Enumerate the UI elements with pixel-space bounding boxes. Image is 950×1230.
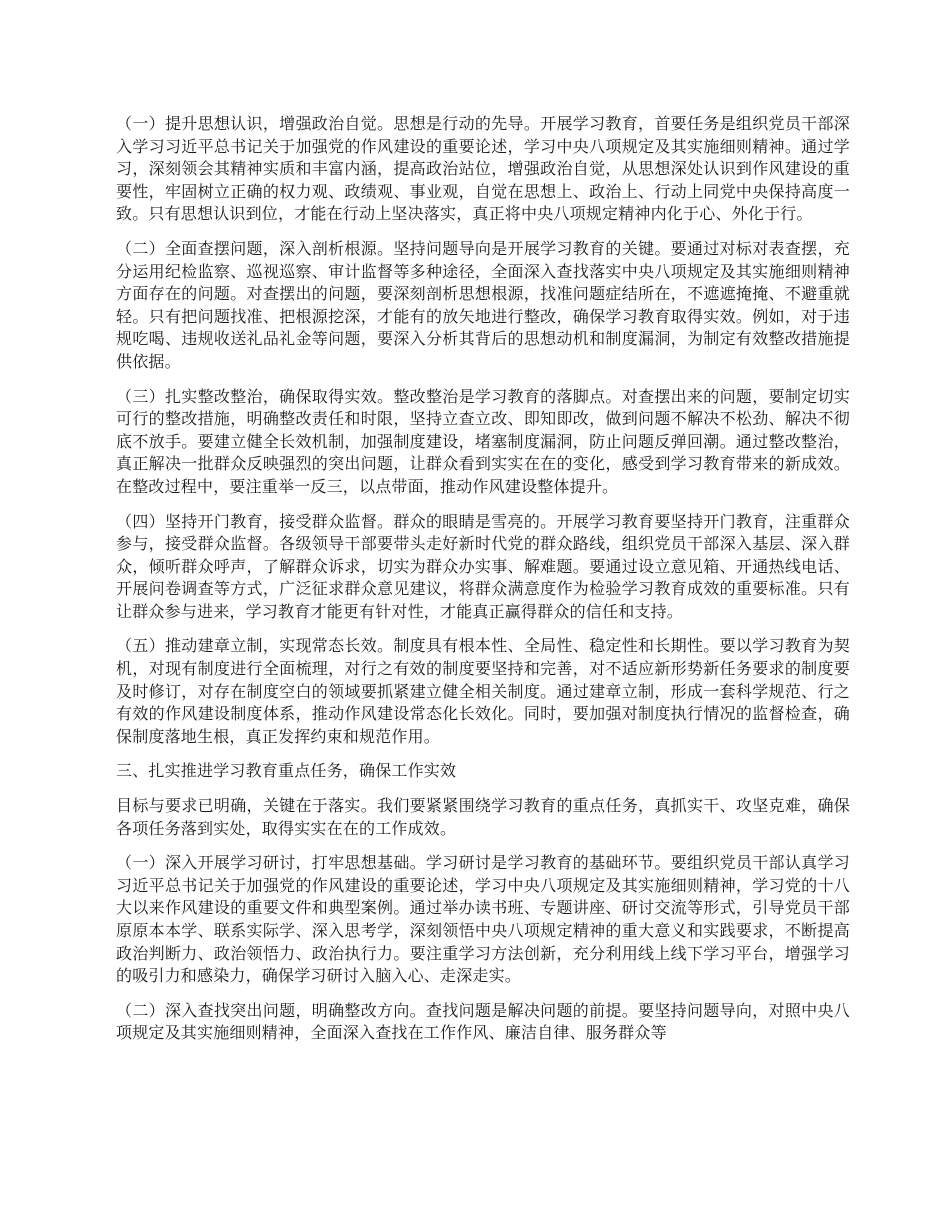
paragraph-2: （二）全面查摆问题，深入剖析根源。坚持问题导向是开展学习教育的关键。要通过对标对表查摆，充分运用纪检监察、巡视巡察、审计监督等多种途径，全面深入查找落实中央八项规定及其实施细则精神方面存在的问题。对查摆出的问题，要深刻剖析思想根源，找准问题症结所在，不遮遮掩掩、不避重就轻。只有把问题找准、把根源挖深，才能有的放矢地进行整改，确保学习教育取得实效。例如，对于违规吃喝、违规收送礼品礼金等问题，要深入分析其背后的思想动机和制度漏洞，为制定有效整改措施提供依据。 bbox=[116, 238, 850, 371]
paragraph-5: （五）推动建章立制，实现常态长效。制度具有根本性、全局性、稳定性和长期性。要以学习教育为契机，对现有制度进行全面梳理，对行之有效的制度要坚持和完善，对不适应新形势新任务要求的制度要及时修订，对存在制度空白的领域要抓紧建立健全相关制度。通过建章立制，形成一套科学规范、行之有效的作风建设制度体系，推动作风建设常态化长效化。同时，要加强对制度执行情况的监督检查，确保制度落地生根，真正发挥约束和规范作用。 bbox=[116, 636, 850, 746]
intro-paragraph: 目标与要求已明确，关键在于落实。我们要紧紧围绕学习教育的重点任务，真抓实干、攻坚克难，确保各项任务落到实处，取得实实在在的工作成效。 bbox=[116, 796, 850, 838]
task-paragraph-2: （二）深入查找突出问题，明确整改方向。查找问题是解决问题的前提。要坚持问题导向，对照中央八项规定及其实施细则精神，全面深入查找在工作作风、廉洁自律、服务群众等 bbox=[116, 1000, 850, 1043]
paragraph-4: （四）坚持开门教育，接受群众监督。群众的眼睛是雪亮的。开展学习教育要坚持开门教育，注重群众参与，接受群众监督。各级领导干部要带头走好新时代党的群众路线，组织党员干部深入基层、深入群众，倾听群众呼声，了解群众诉求，切实为群众办实事、解难题。要通过设立意见箱、开通热线电话、开展问卷调查等方式，广泛征求群众意见建议，将群众满意度作为检验学习教育成效的重要标准。只有让群众参与进来，学习教育才能更有针对性，才能真正赢得群众的信任和支持。 bbox=[116, 511, 850, 621]
section-heading: 三、扎实推进学习教育重点任务，确保工作实效 bbox=[116, 761, 457, 781]
document-page bbox=[116, 113, 850, 1057]
task-paragraph-1: （一）深入开展学习研讨，打牢思想基础。学习研讨是学习教育的基础环节。要组织党员干部认真学习习近平总书记关于加强党的作风建设的重要论述，学习中央八项规定及其实施细则精神，学习党的十八大以来作风建设的重要文件和典型案例。通过举办读书班、专题讲座、研讨交流等形式，引导党员干部原原本本学、联系实际学、深入思考学，深刻领悟中央八项规定精神的重大意义和实践要求，不断提高政治判断力、政治领悟力、政治执行力。要注重学习方法创新，充分利用线上线下学习平台，增强学习的吸引力和感染力，确保学习研讨入脑入心、走深走实。 bbox=[116, 853, 850, 986]
paragraph-3: （三）扎实整改整治，确保取得实效。整改整治是学习教育的落脚点。对查摆出来的问题，要制定切实可行的整改措施，明确整改责任和时限，坚持立查立改、即知即改，做到问题不解决不松劲、解决不彻底不放手。要建立健全长效机制，加强制度建设，堵塞制度漏洞，防止问题反弹回潮。通过整改整治，真正解决一批群众反映强烈的突出问题，让群众看到实实在在的变化，感受到学习教育带来的新成效。在整改过程中，要注重举一反三，以点带面，推动作风建设整体提升。 bbox=[116, 386, 850, 496]
paragraph-1: （一）提升思想认识，增强政治自觉。思想是行动的先导。开展学习教育，首要任务是组织党员干部深入学习习近平总书记关于加强党的作风建设的重要论述，学习中央八项规定及其实施细则精神。通过学习，深刻领会其精神实质和丰富内涵，提高政治站位，增强政治自觉，从思想深处认识到作风建设的重要性，牢固树立正确的权力观、政绩观、事业观，自觉在思想上、政治上、行动上同党中央保持高度一致。只有思想认识到位，才能在行动上坚决落实，真正将中央八项规定精神内化于心、外化于行。 bbox=[116, 114, 850, 224]
